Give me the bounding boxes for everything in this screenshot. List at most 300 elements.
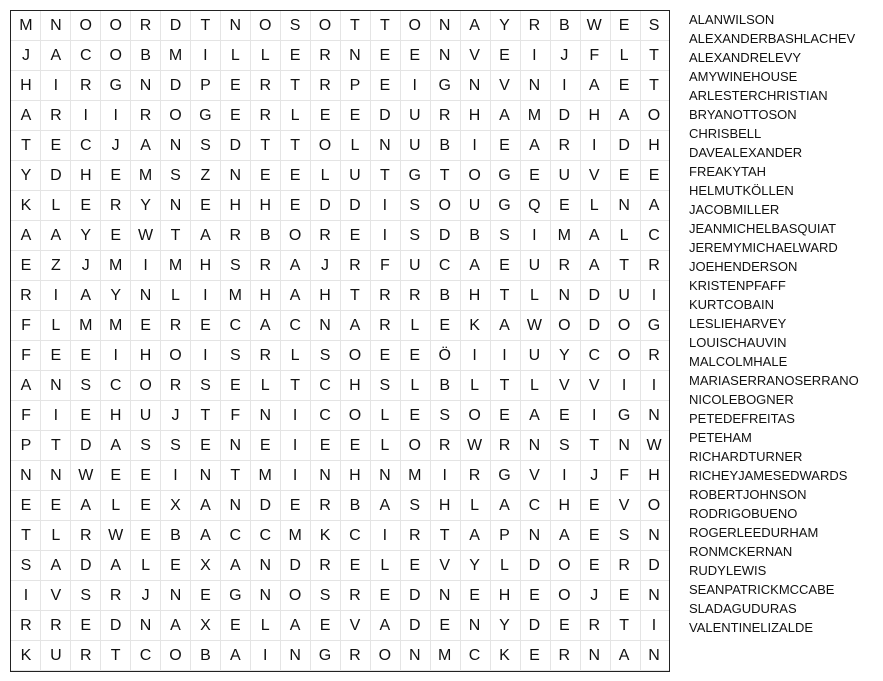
letter-cell[interactable]: E [140, 527, 151, 544]
letter-cell[interactable]: L [380, 407, 390, 424]
letter-cell[interactable]: C [109, 377, 122, 394]
letter-cell[interactable]: O [558, 317, 571, 334]
letter-cell[interactable]: S [170, 167, 181, 184]
letter-cell[interactable]: G [498, 167, 511, 184]
letter-cell[interactable]: N [169, 197, 182, 214]
letter-cell[interactable]: G [498, 197, 511, 214]
letter-cell[interactable]: N [648, 407, 660, 424]
letter-cell[interactable]: T [439, 167, 450, 184]
letter-cell[interactable]: R [20, 287, 32, 304]
letter-cell[interactable]: D [618, 137, 630, 154]
letter-cell[interactable]: Y [80, 227, 92, 244]
letter-cell[interactable]: R [438, 437, 451, 454]
letter-cell[interactable]: S [409, 197, 421, 214]
letter-cell[interactable]: R [139, 107, 152, 124]
letter-cell[interactable]: H [349, 467, 361, 484]
letter-cell[interactable]: A [588, 227, 600, 244]
letter-cell[interactable]: D [438, 227, 451, 244]
letter-cell[interactable]: R [349, 587, 361, 604]
letter-cell[interactable]: V [50, 587, 62, 604]
letter-cell[interactable]: R [259, 347, 271, 364]
letter-cell[interactable]: B [439, 287, 450, 304]
letter-cell[interactable]: I [23, 587, 29, 604]
letter-cell[interactable]: H [229, 197, 242, 214]
letter-cell[interactable]: N [379, 137, 391, 154]
letter-cell[interactable]: T [110, 647, 121, 664]
letter-cell[interactable]: I [472, 347, 477, 364]
letter-cell[interactable]: I [292, 437, 298, 454]
letter-cell[interactable]: E [229, 617, 241, 634]
letter-cell[interactable]: E [409, 557, 421, 574]
letter-cell[interactable]: P [349, 77, 361, 94]
letter-cell[interactable]: H [259, 197, 271, 214]
letter-cell[interactable]: E [80, 197, 92, 214]
letter-cell[interactable]: I [562, 467, 567, 484]
letter-cell[interactable]: O [348, 407, 362, 424]
letter-cell[interactable]: E [558, 617, 570, 634]
letter-cell[interactable]: O [348, 347, 362, 364]
letter-cell[interactable]: N [588, 647, 600, 664]
letter-cell[interactable]: K [20, 647, 32, 664]
letter-cell[interactable]: G [229, 587, 242, 604]
letter-cell[interactable]: T [619, 617, 630, 634]
letter-cell[interactable]: G [318, 647, 332, 664]
letter-cell[interactable]: D [169, 17, 182, 34]
letter-cell[interactable]: M [258, 467, 272, 484]
letter-cell[interactable]: E [618, 167, 630, 184]
letter-cell[interactable]: C [319, 377, 331, 394]
letter-cell[interactable]: I [651, 377, 657, 394]
letter-cell[interactable]: A [50, 47, 62, 64]
letter-cell[interactable]: L [619, 47, 629, 64]
letter-cell[interactable]: E [289, 167, 301, 184]
letter-cell[interactable]: E [618, 17, 630, 34]
letter-cell[interactable]: F [379, 257, 390, 274]
letter-cell[interactable]: A [20, 107, 32, 124]
letter-cell[interactable]: U [408, 137, 421, 154]
letter-cell[interactable]: E [558, 197, 570, 214]
letter-cell[interactable]: R [379, 287, 391, 304]
letter-cell[interactable]: R [528, 17, 541, 34]
letter-cell[interactable]: E [439, 317, 450, 334]
letter-cell[interactable]: I [412, 77, 417, 94]
letter-cell[interactable]: O [558, 557, 571, 574]
letter-cell[interactable]: N [139, 617, 152, 634]
letter-cell[interactable]: M [168, 47, 183, 64]
letter-cell[interactable]: N [139, 77, 152, 94]
letter-cell[interactable]: A [229, 557, 241, 574]
letter-cell[interactable]: H [588, 107, 600, 124]
letter-cell[interactable]: E [80, 617, 92, 634]
letter-cell[interactable]: B [439, 377, 450, 394]
letter-cell[interactable]: E [140, 317, 151, 334]
letter-cell[interactable]: N [289, 647, 301, 664]
letter-cell[interactable]: Y [469, 557, 480, 574]
letter-cell[interactable]: W [586, 17, 602, 34]
letter-cell[interactable]: R [109, 197, 122, 214]
letter-cell[interactable]: D [349, 197, 361, 214]
letter-cell[interactable]: I [173, 467, 178, 484]
letter-cell[interactable]: O [558, 587, 571, 604]
letter-cell[interactable]: Q [528, 197, 541, 214]
letter-cell[interactable]: E [289, 497, 301, 514]
letter-cell[interactable]: A [110, 557, 121, 574]
letter-cell[interactable]: E [50, 137, 62, 154]
letter-cell[interactable]: T [50, 437, 61, 454]
letter-cell[interactable]: K [499, 647, 510, 664]
letter-cell[interactable]: O [109, 47, 122, 64]
letter-cell[interactable]: D [289, 557, 301, 574]
letter-cell[interactable]: R [438, 107, 451, 124]
letter-cell[interactable]: B [259, 227, 271, 244]
letter-cell[interactable]: E [319, 617, 331, 634]
letter-cell[interactable]: E [229, 77, 241, 94]
letter-cell[interactable]: U [468, 197, 481, 214]
letter-cell[interactable]: O [408, 437, 421, 454]
letter-cell[interactable]: W [138, 227, 154, 244]
letter-cell[interactable]: A [200, 227, 211, 244]
letter-cell[interactable]: T [200, 407, 211, 424]
letter-cell[interactable]: I [53, 77, 59, 94]
letter-cell[interactable]: Z [50, 257, 61, 274]
letter-cell[interactable]: L [290, 107, 300, 124]
letter-cell[interactable]: R [468, 467, 481, 484]
letter-cell[interactable]: E [259, 167, 271, 184]
letter-cell[interactable]: A [200, 497, 211, 514]
letter-cell[interactable]: O [79, 17, 92, 34]
letter-cell[interactable]: D [528, 557, 541, 574]
letter-cell[interactable]: R [169, 377, 182, 394]
letter-cell[interactable]: O [169, 347, 182, 364]
letter-cell[interactable]: C [468, 647, 481, 664]
letter-cell[interactable]: R [349, 647, 361, 664]
letter-cell[interactable]: D [319, 197, 331, 214]
letter-cell[interactable]: E [529, 587, 540, 604]
letter-cell[interactable]: A [170, 617, 181, 634]
letter-cell[interactable]: R [79, 77, 92, 94]
letter-cell[interactable]: F [21, 407, 31, 424]
letter-cell[interactable]: J [81, 257, 90, 274]
letter-cell[interactable]: N [229, 17, 242, 34]
letter-cell[interactable]: W [108, 527, 124, 544]
letter-cell[interactable]: A [80, 287, 92, 304]
letter-cell[interactable]: E [80, 347, 92, 364]
letter-cell[interactable]: M [19, 17, 33, 34]
letter-cell[interactable]: T [439, 527, 450, 544]
letter-cell[interactable]: R [79, 527, 92, 544]
letter-cell[interactable]: O [647, 497, 661, 514]
letter-cell[interactable]: T [260, 137, 271, 154]
letter-cell[interactable]: G [408, 167, 421, 184]
letter-cell[interactable]: O [109, 17, 122, 34]
letter-cell[interactable]: V [469, 47, 480, 64]
letter-cell[interactable]: N [229, 167, 242, 184]
letter-cell[interactable]: I [502, 347, 507, 364]
letter-cell[interactable]: O [468, 167, 481, 184]
letter-cell[interactable]: N [229, 437, 242, 454]
letter-cell[interactable]: H [498, 587, 511, 604]
letter-cell[interactable]: T [499, 287, 510, 304]
letter-cell[interactable]: W [78, 467, 94, 484]
letter-cell[interactable]: I [53, 287, 59, 304]
letter-cell[interactable]: V [499, 77, 510, 94]
letter-cell[interactable]: U [558, 167, 571, 184]
letter-cell[interactable]: W [467, 437, 483, 454]
letter-cell[interactable]: M [288, 527, 302, 544]
letter-cell[interactable]: O [288, 227, 302, 244]
letter-cell[interactable]: I [442, 467, 447, 484]
letter-cell[interactable]: E [409, 407, 421, 424]
letter-cell[interactable]: V [618, 497, 630, 514]
letter-cell[interactable]: E [20, 257, 32, 274]
letter-cell[interactable]: U [528, 347, 541, 364]
letter-cell[interactable]: L [470, 377, 480, 394]
letter-cell[interactable]: T [649, 47, 659, 64]
letter-cell[interactable]: L [350, 137, 360, 154]
letter-cell[interactable]: L [260, 617, 270, 634]
letter-cell[interactable]: X [170, 497, 181, 514]
letter-cell[interactable]: S [409, 227, 421, 244]
letter-cell[interactable]: L [51, 197, 61, 214]
letter-cell[interactable]: R [648, 257, 660, 274]
letter-cell[interactable]: E [379, 77, 391, 94]
letter-cell[interactable]: D [588, 317, 600, 334]
letter-cell[interactable]: A [229, 647, 241, 664]
letter-cell[interactable]: E [200, 317, 211, 334]
letter-cell[interactable]: U [50, 647, 62, 664]
letter-cell[interactable]: C [229, 317, 242, 334]
letter-cell[interactable]: R [50, 617, 62, 634]
letter-cell[interactable]: Ö [438, 347, 451, 364]
letter-cell[interactable]: I [472, 137, 477, 154]
letter-cell[interactable]: I [203, 287, 208, 304]
letter-cell[interactable]: J [590, 587, 599, 604]
letter-cell[interactable]: T [499, 377, 510, 394]
letter-cell[interactable]: E [558, 407, 570, 424]
letter-cell[interactable]: I [591, 137, 597, 154]
letter-cell[interactable]: F [230, 407, 241, 424]
letter-cell[interactable]: E [499, 407, 510, 424]
letter-cell[interactable]: H [438, 497, 451, 514]
letter-cell[interactable]: H [79, 167, 92, 184]
letter-cell[interactable]: N [169, 587, 182, 604]
letter-cell[interactable]: A [618, 647, 630, 664]
letter-cell[interactable]: N [618, 437, 630, 454]
letter-cell[interactable]: G [647, 317, 661, 334]
letter-cell[interactable]: T [230, 467, 241, 484]
letter-cell[interactable]: L [410, 317, 420, 334]
letter-cell[interactable]: B [349, 497, 361, 514]
letter-cell[interactable]: V [558, 377, 570, 394]
letter-cell[interactable]: K [319, 527, 331, 544]
letter-cell[interactable]: E [289, 197, 301, 214]
letter-cell[interactable]: Y [20, 167, 32, 184]
letter-cell[interactable]: U [408, 257, 421, 274]
letter-cell[interactable]: E [20, 497, 32, 514]
letter-cell[interactable]: E [379, 47, 391, 64]
letter-cell[interactable]: C [648, 227, 660, 244]
letter-cell[interactable]: O [378, 647, 392, 664]
letter-cell[interactable]: N [528, 527, 541, 544]
letter-cell[interactable]: M [228, 287, 242, 304]
letter-cell[interactable]: I [621, 377, 627, 394]
letter-cell[interactable]: H [139, 347, 152, 364]
letter-cell[interactable]: H [468, 287, 481, 304]
letter-cell[interactable]: R [408, 527, 421, 544]
letter-cell[interactable]: V [439, 557, 450, 574]
letter-cell[interactable]: A [289, 257, 301, 274]
letter-cell[interactable]: T [379, 17, 390, 34]
letter-cell[interactable]: R [259, 257, 271, 274]
letter-cell[interactable]: H [20, 77, 32, 94]
letter-cell[interactable]: B [200, 647, 211, 664]
letter-cell[interactable]: H [259, 287, 271, 304]
letter-cell[interactable]: E [50, 347, 62, 364]
letter-cell[interactable]: A [469, 527, 480, 544]
letter-cell[interactable]: R [558, 647, 571, 664]
letter-cell[interactable]: C [259, 527, 271, 544]
letter-cell[interactable]: W [526, 317, 542, 334]
letter-cell[interactable]: Y [499, 17, 510, 34]
letter-cell[interactable]: A [50, 227, 62, 244]
letter-cell[interactable]: S [319, 587, 331, 604]
letter-cell[interactable]: B [170, 527, 181, 544]
letter-cell[interactable]: D [379, 107, 391, 124]
letter-cell[interactable]: E [499, 47, 510, 64]
letter-cell[interactable]: G [438, 77, 451, 94]
letter-cell[interactable]: L [500, 557, 509, 574]
letter-cell[interactable]: E [379, 587, 391, 604]
letter-cell[interactable]: S [379, 377, 391, 394]
letter-cell[interactable]: I [532, 47, 537, 64]
letter-cell[interactable]: E [499, 137, 510, 154]
letter-cell[interactable]: A [110, 437, 121, 454]
letter-cell[interactable]: R [558, 137, 571, 154]
letter-cell[interactable]: M [408, 467, 422, 484]
letter-cell[interactable]: E [469, 587, 480, 604]
letter-cell[interactable]: N [648, 587, 660, 604]
letter-cell[interactable]: K [469, 317, 480, 334]
letter-cell[interactable]: D [109, 617, 122, 634]
letter-cell[interactable]: A [80, 497, 92, 514]
letter-cell[interactable]: E [170, 557, 181, 574]
letter-cell[interactable]: F [21, 317, 31, 334]
letter-cell[interactable]: E [289, 47, 301, 64]
letter-cell[interactable]: R [319, 497, 331, 514]
letter-cell[interactable]: J [21, 47, 30, 64]
letter-cell[interactable]: C [438, 257, 451, 274]
letter-cell[interactable]: N [259, 557, 271, 574]
letter-cell[interactable]: A [529, 407, 540, 424]
letter-cell[interactable]: E [200, 587, 211, 604]
letter-cell[interactable]: S [289, 17, 301, 34]
letter-cell[interactable]: A [50, 557, 62, 574]
letter-cell[interactable]: S [200, 137, 211, 154]
letter-cell[interactable]: E [110, 167, 121, 184]
letter-cell[interactable]: O [169, 107, 182, 124]
letter-cell[interactable]: P [200, 77, 211, 94]
letter-cell[interactable]: T [290, 377, 301, 394]
letter-cell[interactable]: O [139, 377, 152, 394]
letter-cell[interactable]: L [141, 557, 151, 574]
letter-cell[interactable]: R [139, 17, 152, 34]
letter-cell[interactable]: W [646, 437, 662, 454]
letter-cell[interactable]: I [262, 647, 268, 664]
letter-cell[interactable]: A [20, 227, 32, 244]
letter-cell[interactable]: B [140, 47, 151, 64]
letter-cell[interactable]: N [528, 77, 541, 94]
letter-cell[interactable]: N [379, 467, 391, 484]
letter-cell[interactable]: D [408, 617, 421, 634]
letter-cell[interactable]: E [319, 107, 331, 124]
letter-cell[interactable]: A [588, 77, 600, 94]
letter-cell[interactable]: S [80, 587, 92, 604]
letter-cell[interactable]: L [470, 497, 480, 514]
letter-cell[interactable]: O [408, 17, 421, 34]
letter-cell[interactable]: R [259, 107, 271, 124]
letter-cell[interactable]: I [651, 287, 657, 304]
letter-cell[interactable]: C [319, 407, 331, 424]
letter-cell[interactable]: S [439, 407, 450, 424]
letter-cell[interactable]: E [110, 227, 121, 244]
letter-cell[interactable]: D [79, 557, 92, 574]
letter-cell[interactable]: I [203, 347, 208, 364]
letter-cell[interactable]: X [200, 557, 211, 574]
letter-cell[interactable]: N [50, 17, 62, 34]
letter-cell[interactable]: A [529, 137, 540, 154]
letter-cell[interactable]: O [617, 317, 631, 334]
letter-cell[interactable]: O [318, 17, 332, 34]
letter-cell[interactable]: N [468, 617, 481, 634]
letter-cell[interactable]: J [590, 467, 599, 484]
letter-cell[interactable]: D [50, 167, 62, 184]
letter-cell[interactable]: E [379, 347, 391, 364]
letter-cell[interactable]: H [648, 137, 660, 154]
letter-cell[interactable]: S [648, 17, 660, 34]
letter-cell[interactable]: T [290, 137, 301, 154]
letter-cell[interactable]: Z [200, 167, 211, 184]
letter-cell[interactable]: R [259, 77, 271, 94]
letter-cell[interactable]: E [80, 407, 92, 424]
letter-cell[interactable]: Y [140, 197, 151, 214]
letter-cell[interactable]: N [199, 467, 212, 484]
letter-cell[interactable]: N [349, 47, 361, 64]
letter-cell[interactable]: R [319, 77, 331, 94]
letter-cell[interactable]: N [169, 137, 182, 154]
letter-cell[interactable]: F [589, 47, 600, 64]
letter-cell[interactable]: S [80, 377, 92, 394]
letter-cell[interactable]: I [83, 107, 88, 124]
letter-cell[interactable]: E [588, 497, 600, 514]
letter-cell[interactable]: H [558, 497, 571, 514]
letter-cell[interactable]: G [109, 77, 122, 94]
letter-cell[interactable]: T [170, 227, 181, 244]
letter-cell[interactable]: P [499, 527, 510, 544]
letter-cell[interactable]: N [319, 317, 331, 334]
letter-cell[interactable]: R [169, 317, 182, 334]
letter-cell[interactable]: C [289, 317, 301, 334]
letter-cell[interactable]: E [110, 467, 121, 484]
letter-cell[interactable]: A [289, 617, 301, 634]
letter-cell[interactable]: A [259, 317, 271, 334]
letter-cell[interactable]: L [589, 197, 599, 214]
letter-cell[interactable]: N [558, 287, 571, 304]
letter-cell[interactable]: L [529, 377, 539, 394]
letter-cell[interactable]: D [408, 587, 421, 604]
letter-cell[interactable]: X [200, 617, 211, 634]
letter-cell[interactable]: R [319, 47, 331, 64]
letter-cell[interactable]: T [290, 77, 301, 94]
